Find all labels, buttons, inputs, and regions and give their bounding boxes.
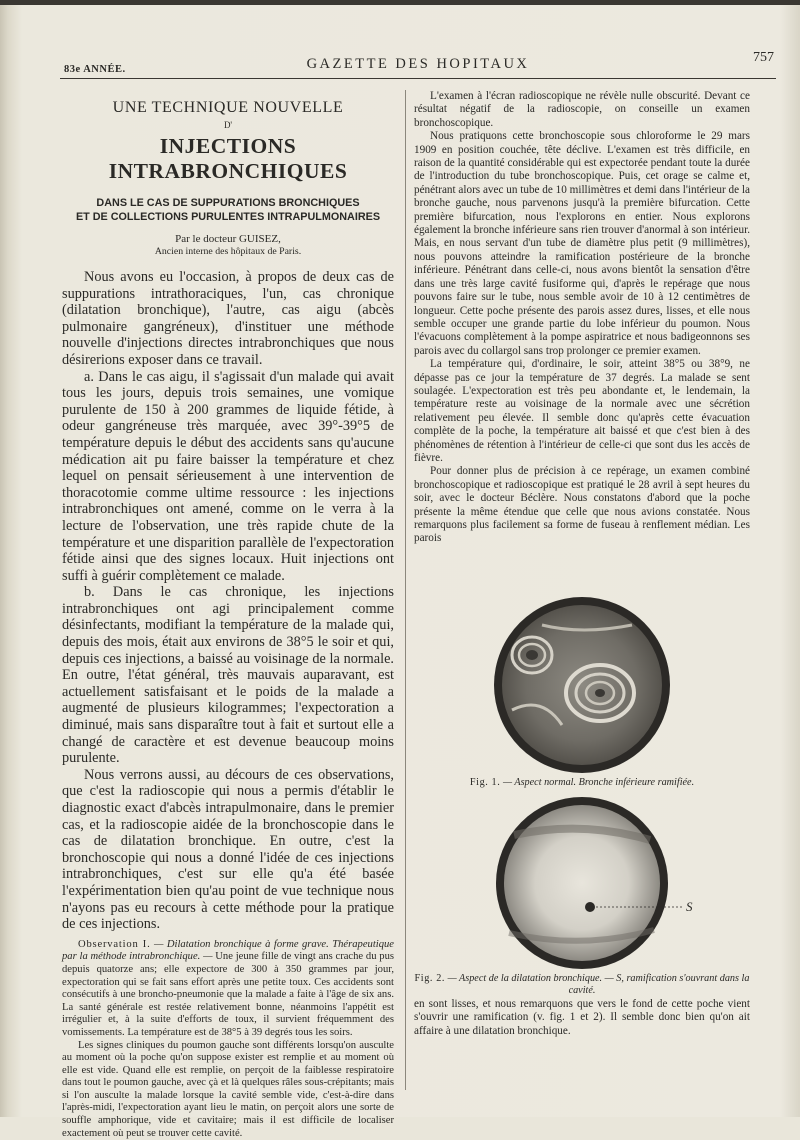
intro-text: [62, 269, 394, 933]
paragraph: Les signes cliniques du poumon gauche sont différents lorsqu'on ausculte au moment où la poche qu'on suppose exister est remplie et au moment où elle est vide. Quand elle est remplie, on perçoit de la faiblesse respiratoire dans tout le poumon gauche, avec çà et là quelques râles sous-crépitants; mais si l'on ausculte la malade lorsque la cavité semble vide, c'est-à-dire dans l'après-midi, l'expectoration ayant lieu le matin, on perçoit alors une sorte de souffle amphorique, vide et cavitaire; mais il est difficile de localiser exactement où peut se trouver cette cavité.: [62, 1040, 394, 1140]
byline: Par le docteur GUISEZ,: [62, 233, 394, 245]
observation-paragraph: [62, 939, 394, 1040]
figure-1: [414, 595, 750, 789]
figure-1-image: [482, 595, 682, 775]
article-subtitle: [62, 196, 394, 224]
figure-2-caption-text: — Aspect de la dilatation bronchique. — S, ramification s'ouvrant dans la cavité.: [448, 973, 750, 996]
figure-1-caption-text: — Aspect normal. Bronche inférieure ramifiée.: [503, 777, 694, 788]
right-column: [414, 90, 750, 546]
figure-followup-text: [414, 998, 750, 1038]
subtitle-line-1: DANS LE CAS DE SUPPURATIONS BRONCHIQUES: [62, 196, 394, 210]
paragraph: Nous verrons aussi, au décours de ces observations, que c'est la radioscopie qui nous a permis d'établir le diagnostic exact d'abcès intrapulmonaire, dans le premier cas, et la radioscopie aidée de la bronchoscopie dans le cas de dilatation bronchique. En outre, c'est la bronchoscopie qui nous a donné l'idée de ces injections intrabronchiques, c'est sur elle qu'a été basée l'expérimentation bien qu'au point de vue technique nous n'ayons pas eu recours à cette méthode pour la pratique de ces injections.: [62, 767, 394, 933]
page-header: [60, 48, 776, 79]
paragraph: Pour donner plus de précision à ce repérage, un examen combiné bronchoscopique et radioscopique est pratiqué le 28 avril à sept heures du soir, avec le docteur Béclère. Nous constatons d'abord que la poche présente la même étendue que celle que nous avions constatée. Nous remarquons plus facilement sa forme de fuseau à renflement médian. Les parois: [414, 465, 750, 545]
author-affiliation: Ancien interne des hôpitaux de Paris.: [62, 246, 394, 257]
paragraph: La température qui, d'ordinaire, le soir, atteint 38°5 ou 38°9, ne dépasse pas ce jour la température de 37 degrés. La malade se sent soulagée. L'expectoration est très peu abondante et, le lendemain, la température reste au voisinage de la normale avec une sécrétion relativement peu élevée. Il semble donc qu'après cette évacuation complète de la poche, la température ait baissé et que c'est bien à des phénomènes de rétention à l'intérieur de celle-ci que sont dus les accès de fièvre.: [414, 358, 750, 465]
article-kicker-small: D': [62, 120, 394, 130]
figure-2: [414, 795, 750, 997]
column-divider: [405, 90, 406, 1090]
subtitle-line-2: ET DE COLLECTIONS PURULENTES INTRAPULMONAIRES: [62, 210, 394, 224]
observation-label: Observation I.: [78, 939, 151, 950]
page-top-edge: [0, 0, 800, 5]
paragraph: L'examen à l'écran radioscopique ne révèle nulle obscurité. Devant ce résultat négatif de la radioscopie, on conseille un examen bronchoscopique.: [414, 90, 750, 130]
figure-2-label: Fig. 2.: [415, 973, 446, 984]
observation-title: — Dilatation bronchique à forme grave. Thérapeutique par la méthode intrabronchique. —: [62, 939, 394, 963]
issue-number: 83e ANNÉE.: [64, 64, 126, 75]
paragraph: b. Dans le cas chronique, les injections intrabronchiques ont agi principalement comme désinfectants, modifiant la température de la malade qui, depuis des mois, était aux environs de 38°5 le soir et qui, depuis ces injections, a baissé au voisinage de la normale. En outre, l'état général, très mauvais auparavant, est actuellement satisfaisant et le poids de la malade a augmenté de plusieurs kilogrammes; l'expectoration a diminué, mais sans disparaître tout à fait et surtout elle a changé de caractère et est devenue beaucoup moins purulente.: [62, 584, 394, 767]
paragraph: en sont lisses, et nous remarquons que vers le fond de cette poche vient s'ouvrir une ramification (v. fig. 1 et 2). Il semble donc bien qu'on ait affaire à une dilatation bronchique.: [414, 998, 750, 1038]
figure-2-image: [414, 795, 750, 971]
paragraph: Nous avons eu l'occasion, à propos de deux cas de suppurations intrathoraciques, l'un, cas chronique (dilatation bronchique), l'autre, cas aigu (abcès pulmonaire gangréneux), d'instituer une méthode nouvelle d'injections directes intrabronchiques que nous désirerions exposer dans ce travail.: [62, 269, 394, 369]
article-title: INJECTIONS INTRABRONCHIQUES: [62, 134, 394, 184]
figure-2-caption: [414, 973, 750, 997]
left-column: [62, 95, 394, 1140]
paragraph: a. Dans le cas aigu, il s'agissait d'un malade qui avait tous les jours, depuis trois semaines, une vomique purulente de 150 à 200 grammes de liquide fétide, à odeur gangréneuse très marquée, avec 39°-39°5 de température depuis le début des accidents sans qu'aucune médication ait pu faire baisser la température et chez lequel on pensait sérieusement à une intervention de thoracotomie comme ultime ressource : les injections intrabronchiques ont amené, comme on le verra à la lecture de l'observation, une très rapide chute de la température et une disparition parallèle de l'expectoration fétide ainsi que des signes locaux. Huit injections ont suffi à guérir complètement ce malade.: [62, 369, 394, 585]
page-number: 757: [753, 50, 774, 66]
figure-1-caption: [414, 777, 750, 789]
article-kicker: UNE TECHNIQUE NOUVELLE: [62, 99, 394, 117]
figure-1-label: Fig. 1.: [470, 777, 501, 788]
journal-title: GAZETTE DES HOPITAUX: [60, 56, 776, 73]
observation-section: [62, 939, 394, 1140]
paragraph: Nous pratiquons cette bronchoscopie sous chloroforme le 29 mars 1909 en position couchée, tête déclive. L'examen est très difficile, en raison de la quantité considérable qui est expectorée pendant toute la durée de l'introduction du tube bronchoscopique. Puis, cet orage se calme et, pénétrant alors avec un tube de 10 millimètres et demi dans l'intérieur de la bronche gauche, nous parvenons jusqu'à la première bifurcation. Cette première bifurcation, nous l'explorons en entier. Nous explorons également la bronche inférieure sans rien trouver d'anormal à son intérieur. Mais, en nous servant d'un tube de diamètre plus petit (9 millimètres), nous pouvons atteindre la ramification postérieure de la bronche inférieure. Pénétrant dans celle-ci, nous avons bientôt la sensation d'être dans une très large cavité fusiforme qui, d'après le repérage que nous pouvons faire sur le tube, nous semble avoir de 10 à 12 centimètres de longueur. Cette poche présente des parois assez dures, lisses, et elle nous semble occuper une grande partie du lobe inférieur du poumon. Nous l'évacuons complètement à la pompe aspiratrice et nous badigeonnons ses parois avec du collargol sans trop prolonger ce premier examen.: [414, 130, 750, 358]
right-text: [414, 90, 750, 546]
ramification-marker-label: S: [686, 899, 693, 914]
observation-text: Une jeune fille de vingt ans crache du pus depuis quatorze ans; elle expectore de 300 à 350 grammes par jour, expectoration qui se fait sans effort après une petite toux. Ces accidents sont consécutifs à une broncho-pneumonie que la malade a faite à l'âge de six ans. La santé générale est restée relativement bonne, néanmoins l'appétit est irrégulier et, à la suite d'efforts de toux, il survient fréquemment des vomissements. La température est de 38°5 à 39 degrés tous les soirs.: [62, 951, 394, 1038]
